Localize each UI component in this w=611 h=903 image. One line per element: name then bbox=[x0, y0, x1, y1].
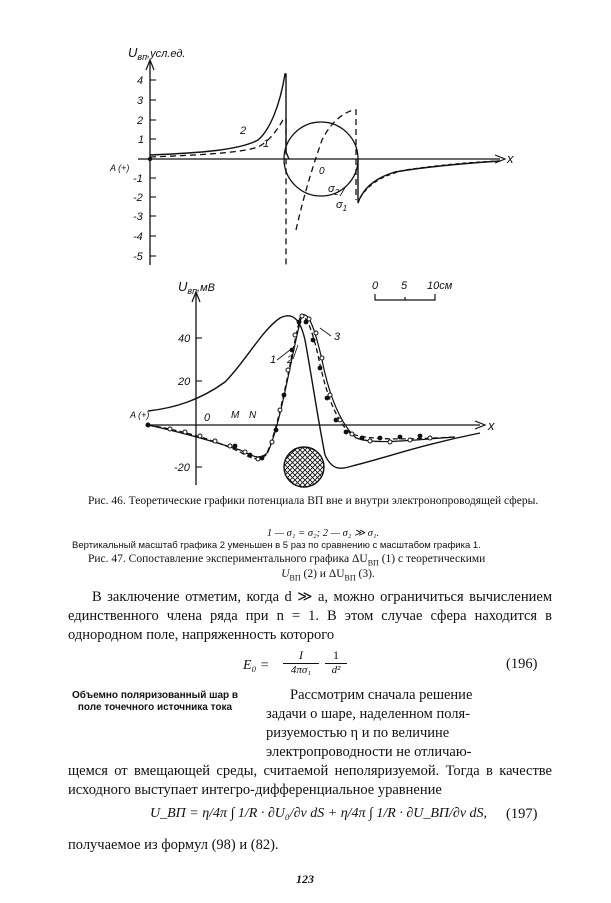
fig47-tick-m20: -20 bbox=[174, 462, 190, 474]
fig47-tick-0: 0 bbox=[204, 412, 211, 424]
para2-line-1: Рассмотрим сначала решение bbox=[290, 687, 473, 703]
fig46-tick-m3: -3 bbox=[133, 211, 143, 223]
fig47-point-M: M bbox=[231, 410, 240, 421]
fig47-label-leaders bbox=[277, 328, 331, 360]
fig47-xlabel: x bbox=[488, 418, 495, 433]
fig47-tick-20: 20 bbox=[178, 376, 191, 388]
fig47-tick-40: 40 bbox=[178, 333, 191, 345]
para2-line-2: задачи о шаре, наделенном поля- bbox=[266, 706, 471, 722]
page-number: 123 bbox=[296, 872, 314, 886]
fig46-tick-3: 3 bbox=[137, 95, 144, 107]
fig47-scale-10: 10см bbox=[427, 280, 453, 292]
fig46-ylabel: $U_{вп}^{,усл.ед.}$ bbox=[128, 45, 186, 62]
fig47-curve-label-2: 2 bbox=[287, 354, 294, 366]
eq196-lhs: E₀ = bbox=[243, 658, 270, 673]
fig46-sigma2: $\sigma_2$ bbox=[328, 183, 340, 197]
fig47-point-N: N bbox=[249, 410, 257, 421]
figure-46 bbox=[0, 0, 611, 285]
fig47-scale-5: 5 bbox=[401, 280, 408, 292]
fig47-scale-bar bbox=[375, 294, 435, 300]
fig46-tick-2: 2 bbox=[137, 115, 144, 127]
fig46-xlabel: x bbox=[507, 151, 514, 166]
paragraph-3: щемся от вмещающей среды, считаемой неполяризуемой. Тогда в качестве исходного выступает интегро-дифференциальное уравнение bbox=[68, 763, 552, 798]
fig46-curve-1-right bbox=[358, 159, 500, 203]
fig47-curve-label-1: 1 bbox=[270, 354, 277, 366]
figure-47 bbox=[0, 270, 611, 495]
para2-line-3: ризуемостью η и по величине bbox=[266, 725, 450, 741]
eq196-den1: 4πσ₁ bbox=[290, 664, 312, 676]
fig47-curve-label-3: 3 bbox=[334, 331, 341, 343]
fig46-curve-label-2: 2 bbox=[240, 125, 247, 137]
paragraph-1: В заключение отметим, когда d ≫ a, можно ограничиться вычислением единственного члена ряда при n = 1. В этом случае сфера находится в однородном поле, напряженность которого bbox=[68, 589, 552, 643]
fig46-caption: Рис. 46. Теоретические графики потенциала ВП вне и внутри электронопроводящей сферы. bbox=[88, 495, 539, 507]
fig47-curve-3-markers bbox=[168, 314, 432, 461]
fig46-center-label: 0 bbox=[319, 166, 325, 177]
fig46-sigma-leader bbox=[340, 186, 346, 196]
fig47-curve-3 bbox=[148, 315, 455, 457]
paragraph-4: получаемое из формул (98) и (82). bbox=[68, 837, 279, 853]
fig47-scale-0: 0 bbox=[372, 280, 379, 292]
fig46-tick-m2: -2 bbox=[133, 192, 143, 204]
fig46-tick-1: 1 bbox=[138, 134, 145, 146]
side-heading: Объемно поляризованный шар в поле точечного источника тока bbox=[71, 690, 239, 713]
fig47-ylabel: $U_{вп}^{,мВ}$ bbox=[178, 279, 215, 296]
fig46-curve-label-1: 1 bbox=[263, 138, 270, 150]
fig46-curve-2-right bbox=[360, 161, 500, 198]
fig46-legend: 1 — σ₁ = σ₂; 2 — σ₂ ≫ σ₁. bbox=[266, 528, 380, 539]
eq197-number: (197) bbox=[506, 806, 538, 822]
fig46-tick-m4: -4 bbox=[133, 231, 143, 243]
fig46-origin-label: A (+) bbox=[110, 163, 130, 173]
fig46-tick-m5: -5 bbox=[133, 251, 143, 263]
fig46-tick-4: 4 bbox=[137, 75, 144, 87]
paragraph-2 bbox=[266, 686, 552, 762]
equation-196 bbox=[243, 648, 443, 688]
equation-197: U_ВП = η/4π ∫ 1/R · ∂U₀/∂ν dS + η/4π ∫ 1/R · ∂U_ВП/∂ν dS, bbox=[150, 806, 488, 821]
fig47-origin-label: A (+) bbox=[130, 410, 150, 420]
fig47-caption-line2: $U_{ВП}$ (2) и $\Delta U_{ВП}$ (3). bbox=[281, 568, 375, 583]
eq196-num1: I bbox=[283, 648, 319, 664]
fig46-tick-m1: -1 bbox=[133, 173, 143, 185]
fig46-note: Вертикальный масштаб графика 2 уменьшен в 5 раз по сравнению с масштабом графика 1. bbox=[72, 540, 481, 551]
para2-line-4: электропроводности не отличаю- bbox=[266, 744, 472, 760]
eq196-den2: d² bbox=[331, 664, 341, 676]
fig47-polarized-sphere bbox=[284, 447, 324, 487]
fig47-caption: Рис. 47. Сопоставление экспериментального графика $\Delta U_{ВП}$ (1) с теоретическими bbox=[88, 553, 486, 568]
fig46-sigma1: $\sigma_1$ bbox=[336, 199, 348, 213]
fig47-curve-1 bbox=[148, 317, 455, 459]
eq196-number: (196) bbox=[506, 656, 538, 672]
eq196-num2: 1 bbox=[325, 648, 347, 664]
